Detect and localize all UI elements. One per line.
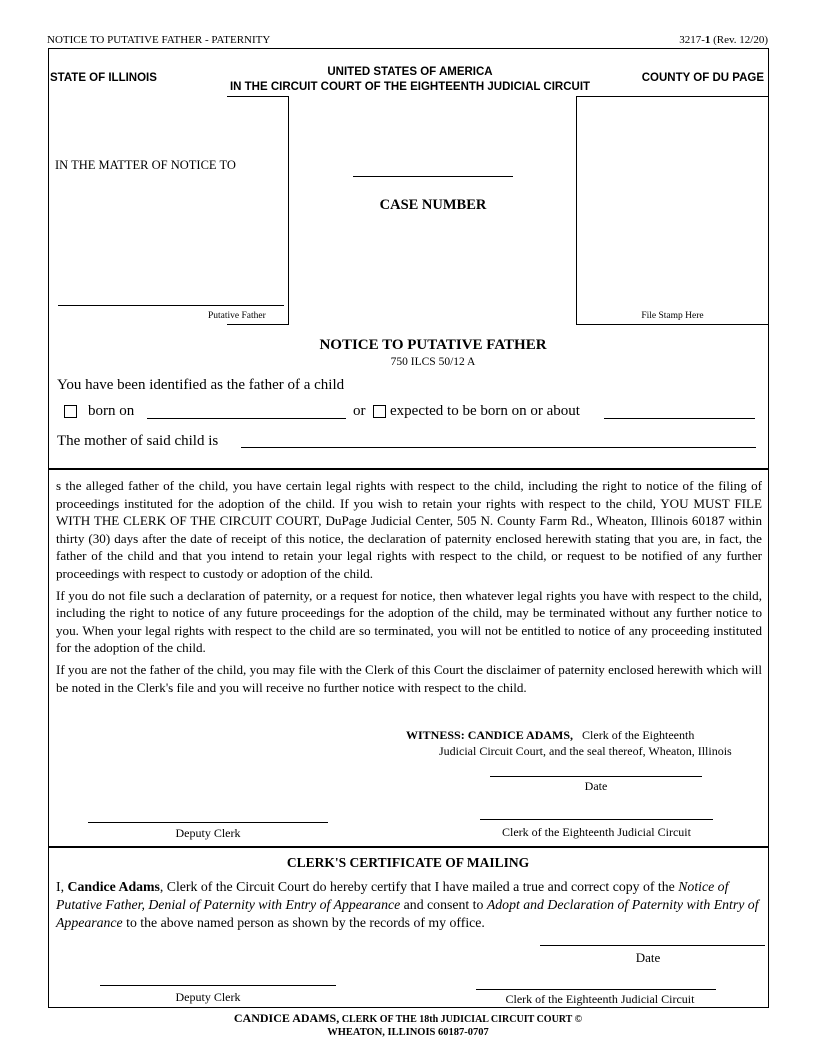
- form-title: NOTICE TO PUTATIVE FATHER - PATERNITY: [47, 34, 271, 46]
- country-label: UNITED STATES OF AMERICA: [327, 66, 493, 78]
- section-divider-1: [48, 468, 769, 470]
- file-stamp-box: [576, 96, 769, 325]
- certificate-text: I, Candice Adams, Clerk of the Circuit Court do hereby certify that I have mailed a true and correct copy of the Notice of Putative Father, Denial of Paternity with Entry of Appearance and consent to Adopt and Declaration of Paternity with Entry of Appearance to the above named person as shown by the records of my office.: [56, 879, 759, 930]
- left-border: [48, 48, 49, 1008]
- certificate-clerk-line[interactable]: [476, 989, 716, 990]
- footer-clerk-line: CANDICE ADAMS, CLERK OF THE 18th JUDICIAL CIRCUIT COURT ©: [233, 1011, 583, 1025]
- notice-title: NOTICE TO PUTATIVE FATHER: [319, 337, 547, 353]
- court-label: IN THE CIRCUIT COURT OF THE EIGHTEENTH JUDICIAL CIRCUIT: [229, 81, 591, 93]
- certificate-deputy-clerk-line[interactable]: [100, 985, 336, 986]
- witness-date-line[interactable]: [490, 776, 702, 777]
- putative-father-line: [58, 305, 284, 306]
- footer-address: WHEATON, ILLINOIS 60187-0707: [327, 1027, 489, 1038]
- witness-date-label: Date: [584, 779, 608, 793]
- witness-clerk-label: Clerk of the Eighteenth Judicial Circuit: [502, 825, 691, 839]
- witness-clerk-line[interactable]: [480, 819, 713, 820]
- para-rights: s the alleged father of the child, you have certain legal rights with respect to the child, including the right to notice of the filing of proceedings instituted for the adoption of the child. If you wish to retain your rights with respect to the child, YOU MUST FILE WITH THE CLERK OF THE CIRCUIT COURT, DuPage Judicial Center, 505 N. County Farm Rd., Wheaton, Illinois 60187 within thirty (30) days after the date of receipt of this notice, the declaration of paternity enclosed herewith stating that you are, in fact, the father of the child and that you intend to retain your legal rights with respect to the child, or request to be notified of any further proceedings with respect to custody or adoption of the child.: [56, 478, 762, 581]
- witness-line-2: Judicial Circuit Court, and the seal thereof, Wheaton, Illinois: [439, 744, 732, 758]
- certificate-date-label: Date: [635, 950, 661, 965]
- bottom-rule: [48, 1007, 769, 1008]
- identified-text: You have been identified as the father of a child: [57, 377, 345, 393]
- expected-label: expected to be born on or about: [390, 403, 580, 419]
- para-disclaimer: If you are not the father of the child, you may file with the Clerk of this Court the disclaimer of paternity enclosed herewith which will be noted in the Clerk's file and you will receive no further notice with respect to the child.: [56, 661, 762, 695]
- witness-deputy-clerk-label: Deputy Clerk: [175, 826, 241, 840]
- caption-box-left-bottom: [227, 324, 289, 325]
- born-on-date-field[interactable]: [147, 418, 346, 419]
- statute-citation: 750 ILCS 50/12 A: [390, 356, 476, 368]
- mother-label: The mother of said child is: [57, 433, 219, 449]
- case-number-line: [353, 176, 513, 177]
- certificate-title: CLERK'S CERTIFICATE OF MAILING: [286, 855, 530, 870]
- born-on-label: born on: [88, 403, 135, 419]
- born-on-checkbox[interactable]: [64, 405, 77, 418]
- witness-deputy-clerk-line[interactable]: [88, 822, 328, 823]
- caption-box-left-top: [227, 96, 289, 97]
- state-label: STATE OF ILLINOIS: [50, 72, 157, 84]
- or-label: or: [353, 403, 366, 419]
- certificate-clerk-label: Clerk of the Eighteenth Judicial Circuit: [505, 992, 695, 1006]
- certificate-date-line[interactable]: [540, 945, 765, 946]
- expected-date-field[interactable]: [604, 418, 755, 419]
- para-termination: If you do not file such a declaration of paternity, or a request for notice, then whatever legal rights you have with respect to the child, including the right to notice of any future proceedings for the adoption of the child, may be terminated without any further notice to you. When your legal rights with respect to the child are so terminated, you will not be entitled to notice of any proceeding instituted for the adoption of the child.: [56, 587, 762, 656]
- section-divider-2: [48, 846, 769, 848]
- top-rule: [48, 48, 769, 49]
- expected-checkbox[interactable]: [373, 405, 386, 418]
- caption-divider-left: [288, 96, 289, 325]
- form-number: 3217-1 (Rev. 12/20): [679, 34, 768, 46]
- county-label: COUNTY OF DU PAGE: [641, 72, 764, 84]
- body-paragraphs: [56, 477, 762, 696]
- matter-label: IN THE MATTER OF NOTICE TO: [55, 158, 236, 172]
- putative-father-label: Putative Father: [208, 311, 266, 321]
- witness-line-1: WITNESS: CANDICE ADAMS, Clerk of the Eighteenth: [406, 728, 695, 742]
- certificate-deputy-clerk-label: Deputy Clerk: [175, 990, 241, 1004]
- mother-name-field[interactable]: [241, 447, 756, 448]
- case-number-label: CASE NUMBER: [379, 197, 487, 213]
- file-stamp-label: File Stamp Here: [641, 311, 704, 321]
